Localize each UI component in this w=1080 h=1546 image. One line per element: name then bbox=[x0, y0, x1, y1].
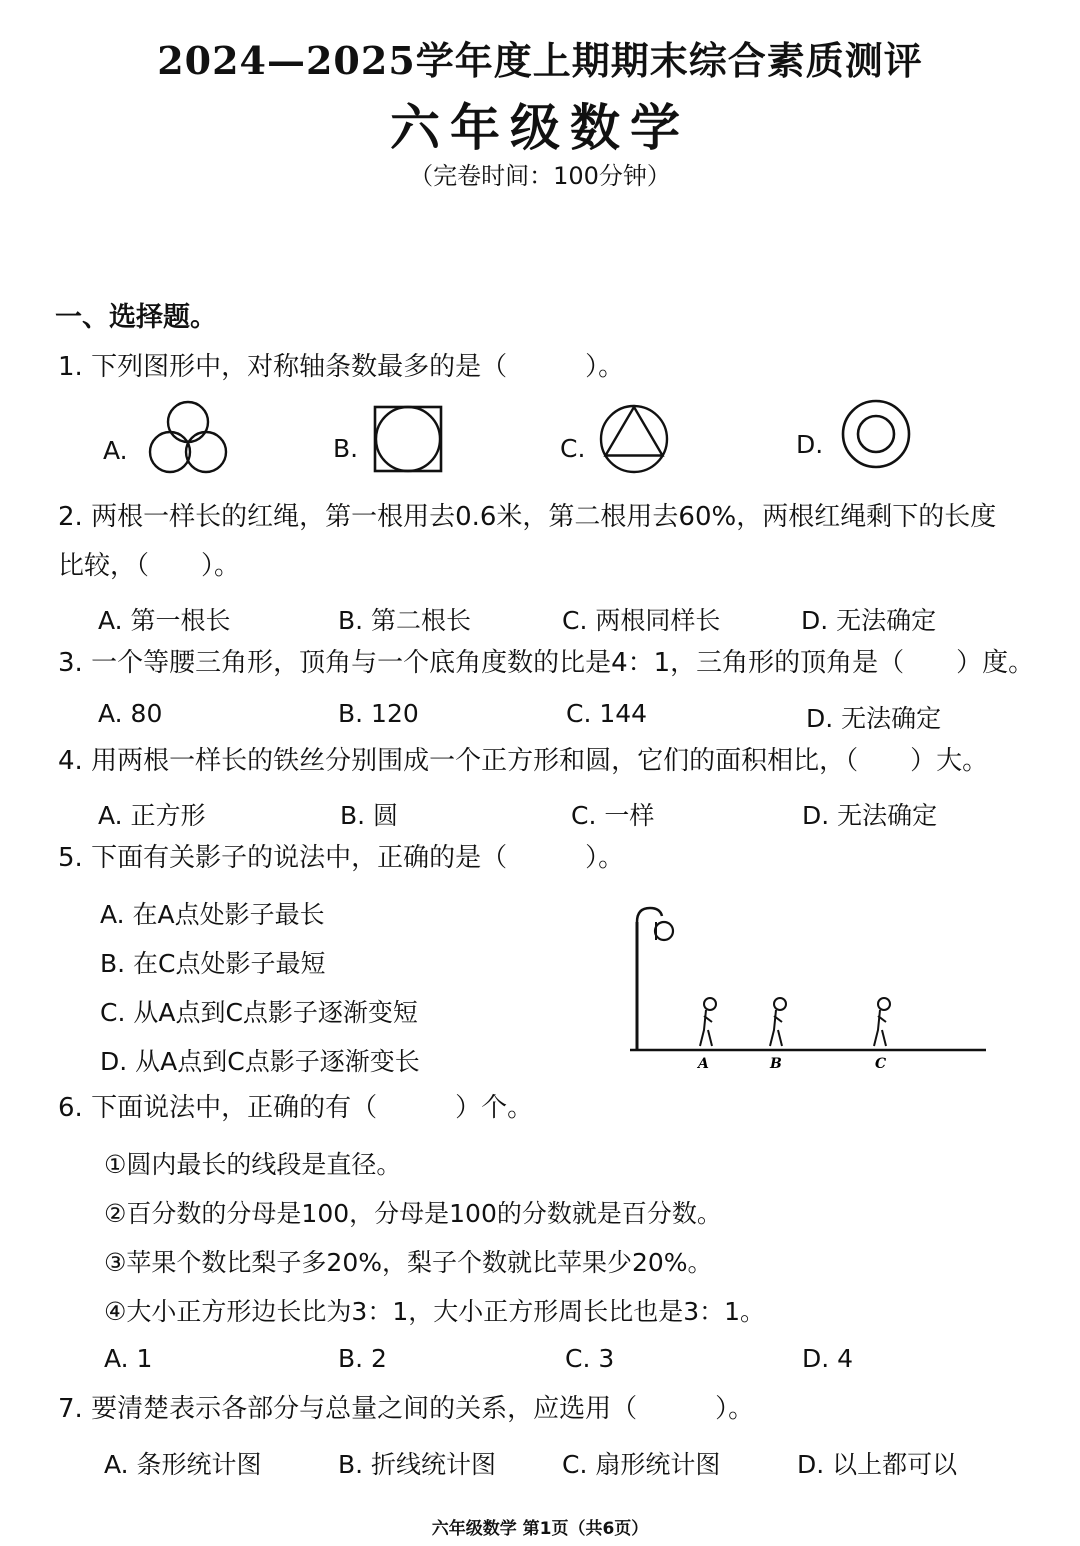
q4-option-c: C. 一样 bbox=[571, 801, 655, 830]
exam-title: 2024—2025学年度上期期末综合素质测评 bbox=[157, 38, 923, 83]
q5-option-c: C. 从A点到C点影子逐渐变短 bbox=[100, 998, 418, 1027]
page-footer: 六年级数学 第1页（共6页） bbox=[431, 1519, 649, 1539]
person-icon-a bbox=[700, 998, 716, 1046]
q6-option-c: C. 3 bbox=[565, 1344, 615, 1373]
q7-option-d: D. 以上都可以 bbox=[797, 1450, 958, 1479]
point-label-c: C bbox=[875, 1056, 887, 1072]
question-6-stem: 6. 下面说法中，正确的有（ ）个。 bbox=[58, 1093, 534, 1123]
q3-option-c: C. 144 bbox=[566, 699, 648, 728]
streetlamp-shadow-figure bbox=[620, 900, 1000, 1080]
q2-option-c: C. 两根同样长 bbox=[562, 606, 721, 635]
q7-option-a: A. 条形统计图 bbox=[104, 1450, 262, 1479]
point-label-a: A bbox=[698, 1056, 709, 1072]
triangle-in-circle-icon bbox=[598, 403, 670, 475]
question-3-stem: 3. 一个等腰三角形，顶角与一个底角度数的比是4：1，三角形的顶角是（ ）度。 bbox=[58, 648, 1035, 678]
q4-option-a: A. 正方形 bbox=[98, 801, 206, 830]
q1-option-c-label: C. bbox=[560, 434, 586, 463]
q6-statement-2: ②百分数的分母是100，分母是100的分数就是百分数。 bbox=[104, 1199, 722, 1228]
three-circles-icon bbox=[146, 400, 230, 476]
q1-option-b-label: B. bbox=[333, 434, 359, 463]
q6-statement-3: ③苹果个数比梨子多20%，梨子个数就比苹果少20%。 bbox=[104, 1248, 713, 1277]
q1-option-a-label: A. bbox=[103, 436, 128, 465]
q7-option-b: B. 折线统计图 bbox=[338, 1450, 497, 1479]
question-7-stem: 7. 要清楚表示各部分与总量之间的关系，应选用（ ）。 bbox=[58, 1394, 755, 1424]
q6-statement-1: ①圆内最长的线段是直径。 bbox=[104, 1150, 402, 1179]
point-label-b: B bbox=[770, 1056, 782, 1072]
time-note: （完卷时间：100分钟） bbox=[409, 162, 671, 190]
q3-option-b: B. 120 bbox=[338, 699, 419, 728]
section-heading: 一、选择题。 bbox=[55, 302, 217, 333]
q2-option-d: D. 无法确定 bbox=[801, 606, 937, 635]
q6-option-b: B. 2 bbox=[338, 1344, 387, 1373]
q5-option-a: A. 在A点处影子最长 bbox=[100, 900, 325, 929]
q2-option-b: B. 第二根长 bbox=[338, 606, 472, 635]
q6-statement-4: ④大小正方形边长比为3：1，大小正方形周长比也是3：1。 bbox=[104, 1297, 766, 1326]
q4-option-d: D. 无法确定 bbox=[802, 801, 938, 830]
q7-option-c: C. 扇形统计图 bbox=[562, 1450, 721, 1479]
question-2-stem-line1: 2. 两根一样长的红绳，第一根用去0.6米，第二根用去60%，两根红绳剩下的长度 bbox=[58, 502, 997, 532]
q5-option-b: B. 在C点处影子最短 bbox=[100, 949, 326, 978]
q2-option-a: A. 第一根长 bbox=[98, 606, 231, 635]
person-icon-c bbox=[874, 998, 890, 1046]
circle-in-square-icon bbox=[373, 405, 443, 473]
q1-option-d-label: D. bbox=[796, 430, 824, 459]
question-1-stem: 1. 下列图形中，对称轴条数最多的是（ ）。 bbox=[58, 352, 625, 382]
question-2-stem-line2: 比较，（ ）。 bbox=[58, 551, 241, 581]
q5-option-d: D. 从A点到C点影子逐渐变长 bbox=[100, 1047, 420, 1076]
person-icon-b bbox=[770, 998, 786, 1046]
q4-option-b: B. 圆 bbox=[340, 801, 399, 830]
q6-option-a: A. 1 bbox=[104, 1344, 153, 1373]
q6-option-d: D. 4 bbox=[802, 1344, 854, 1373]
exam-subject: 六年级数学 bbox=[390, 98, 690, 157]
question-4-stem: 4. 用两根一样长的铁丝分别围成一个正方形和圆，它们的面积相比，（ ）大。 bbox=[58, 746, 989, 776]
lamp-bulb-icon bbox=[655, 922, 673, 940]
q3-option-d: D. 无法确定 bbox=[806, 704, 942, 733]
question-5-stem: 5. 下面有关影子的说法中，正确的是（ ）。 bbox=[58, 843, 625, 873]
concentric-circles-icon bbox=[840, 398, 912, 470]
q3-option-a: A. 80 bbox=[98, 699, 163, 728]
